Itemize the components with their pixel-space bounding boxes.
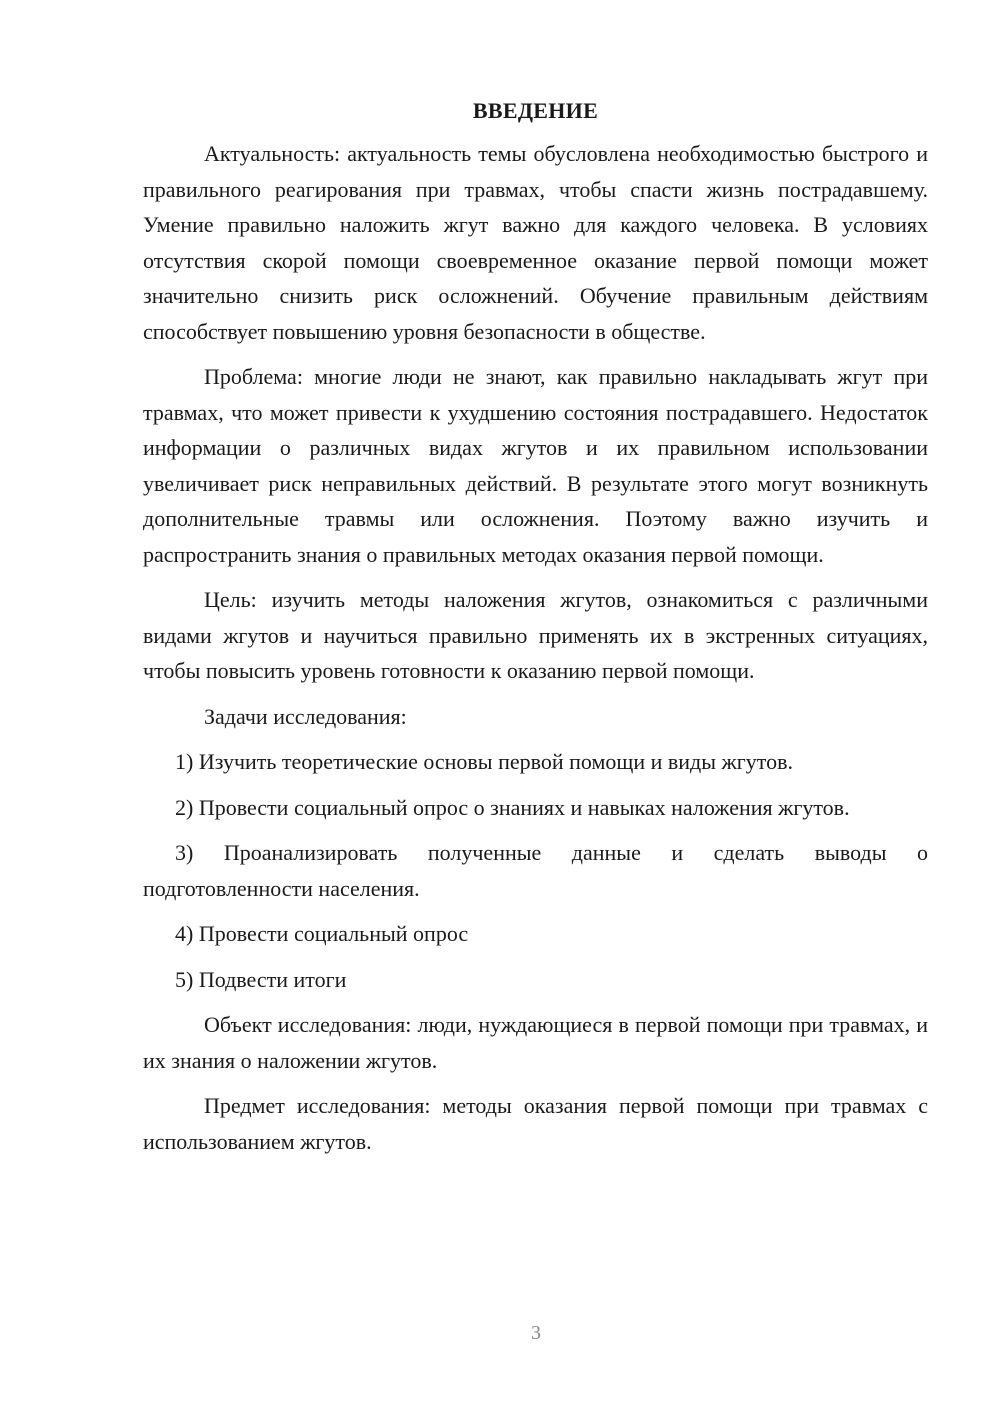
task-item-1: 1) Изучить теоретические основы первой помощи и виды жгутов.: [175, 749, 793, 774]
paragraph-subject: Предмет исследования: методы оказания первой помощи при травмах с использованием жгутов.: [143, 1093, 928, 1154]
paragraph-tasks-heading: Задачи исследования:: [204, 703, 407, 729]
task-item-2: 2) Провести социальный опрос о знаниях и навыках наложения жгутов.: [175, 794, 850, 820]
task-item-3: 3) Проанализировать полученные данные и сделать выводы о подготовленности населения.: [143, 840, 928, 901]
paragraph-goal: Цель: изучить методы наложения жгутов, ознакомиться с различными видами жгутов и научиться правильно применять их в экстренных ситуациях, чтобы повысить уровень готовности к оказанию первой помощи.: [143, 587, 928, 683]
paragraph-relevance: Актуальность: актуальность темы обусловлена необходимостью быстрого и правильного реагирования при травмах, чтобы спасти жизнь пострадавшему. Умение правильно наложить жгут важно для каждого человека. В условиях отсутствия скорой помощи своевременное оказание первой помощи может значительно снизить риск осложнений. Обучение правильным действиям способствует повышению уровня безопасности в обществе.: [143, 141, 928, 344]
section-title: ВВЕДЕНИЕ: [472, 98, 599, 123]
page-number: 3: [531, 1322, 541, 1344]
document-body: [143, 96, 928, 1169]
paragraph-problem: Проблема: многие люди не знают, как правильно накладывать жгут при травмах, что может привести к ухудшению состояния пострадавшего. Недостаток информации о различных видах жгутов и их правильном использовании увеличивает риск неправильных действий. В результате этого могут возникнуть дополнительные травмы или осложнения. Поэтому важно изучить и распространить знания о правильных методах оказания первой помощи.: [143, 364, 928, 567]
paragraph-object: Объект исследования: люди, нуждающиеся в первой помощи при травмах, и их знания о наложении жгутов.: [143, 1012, 928, 1073]
task-item-4: 4) Провести социальный опрос: [175, 921, 469, 946]
task-item-5: 5) Подвести итоги: [175, 966, 347, 992]
